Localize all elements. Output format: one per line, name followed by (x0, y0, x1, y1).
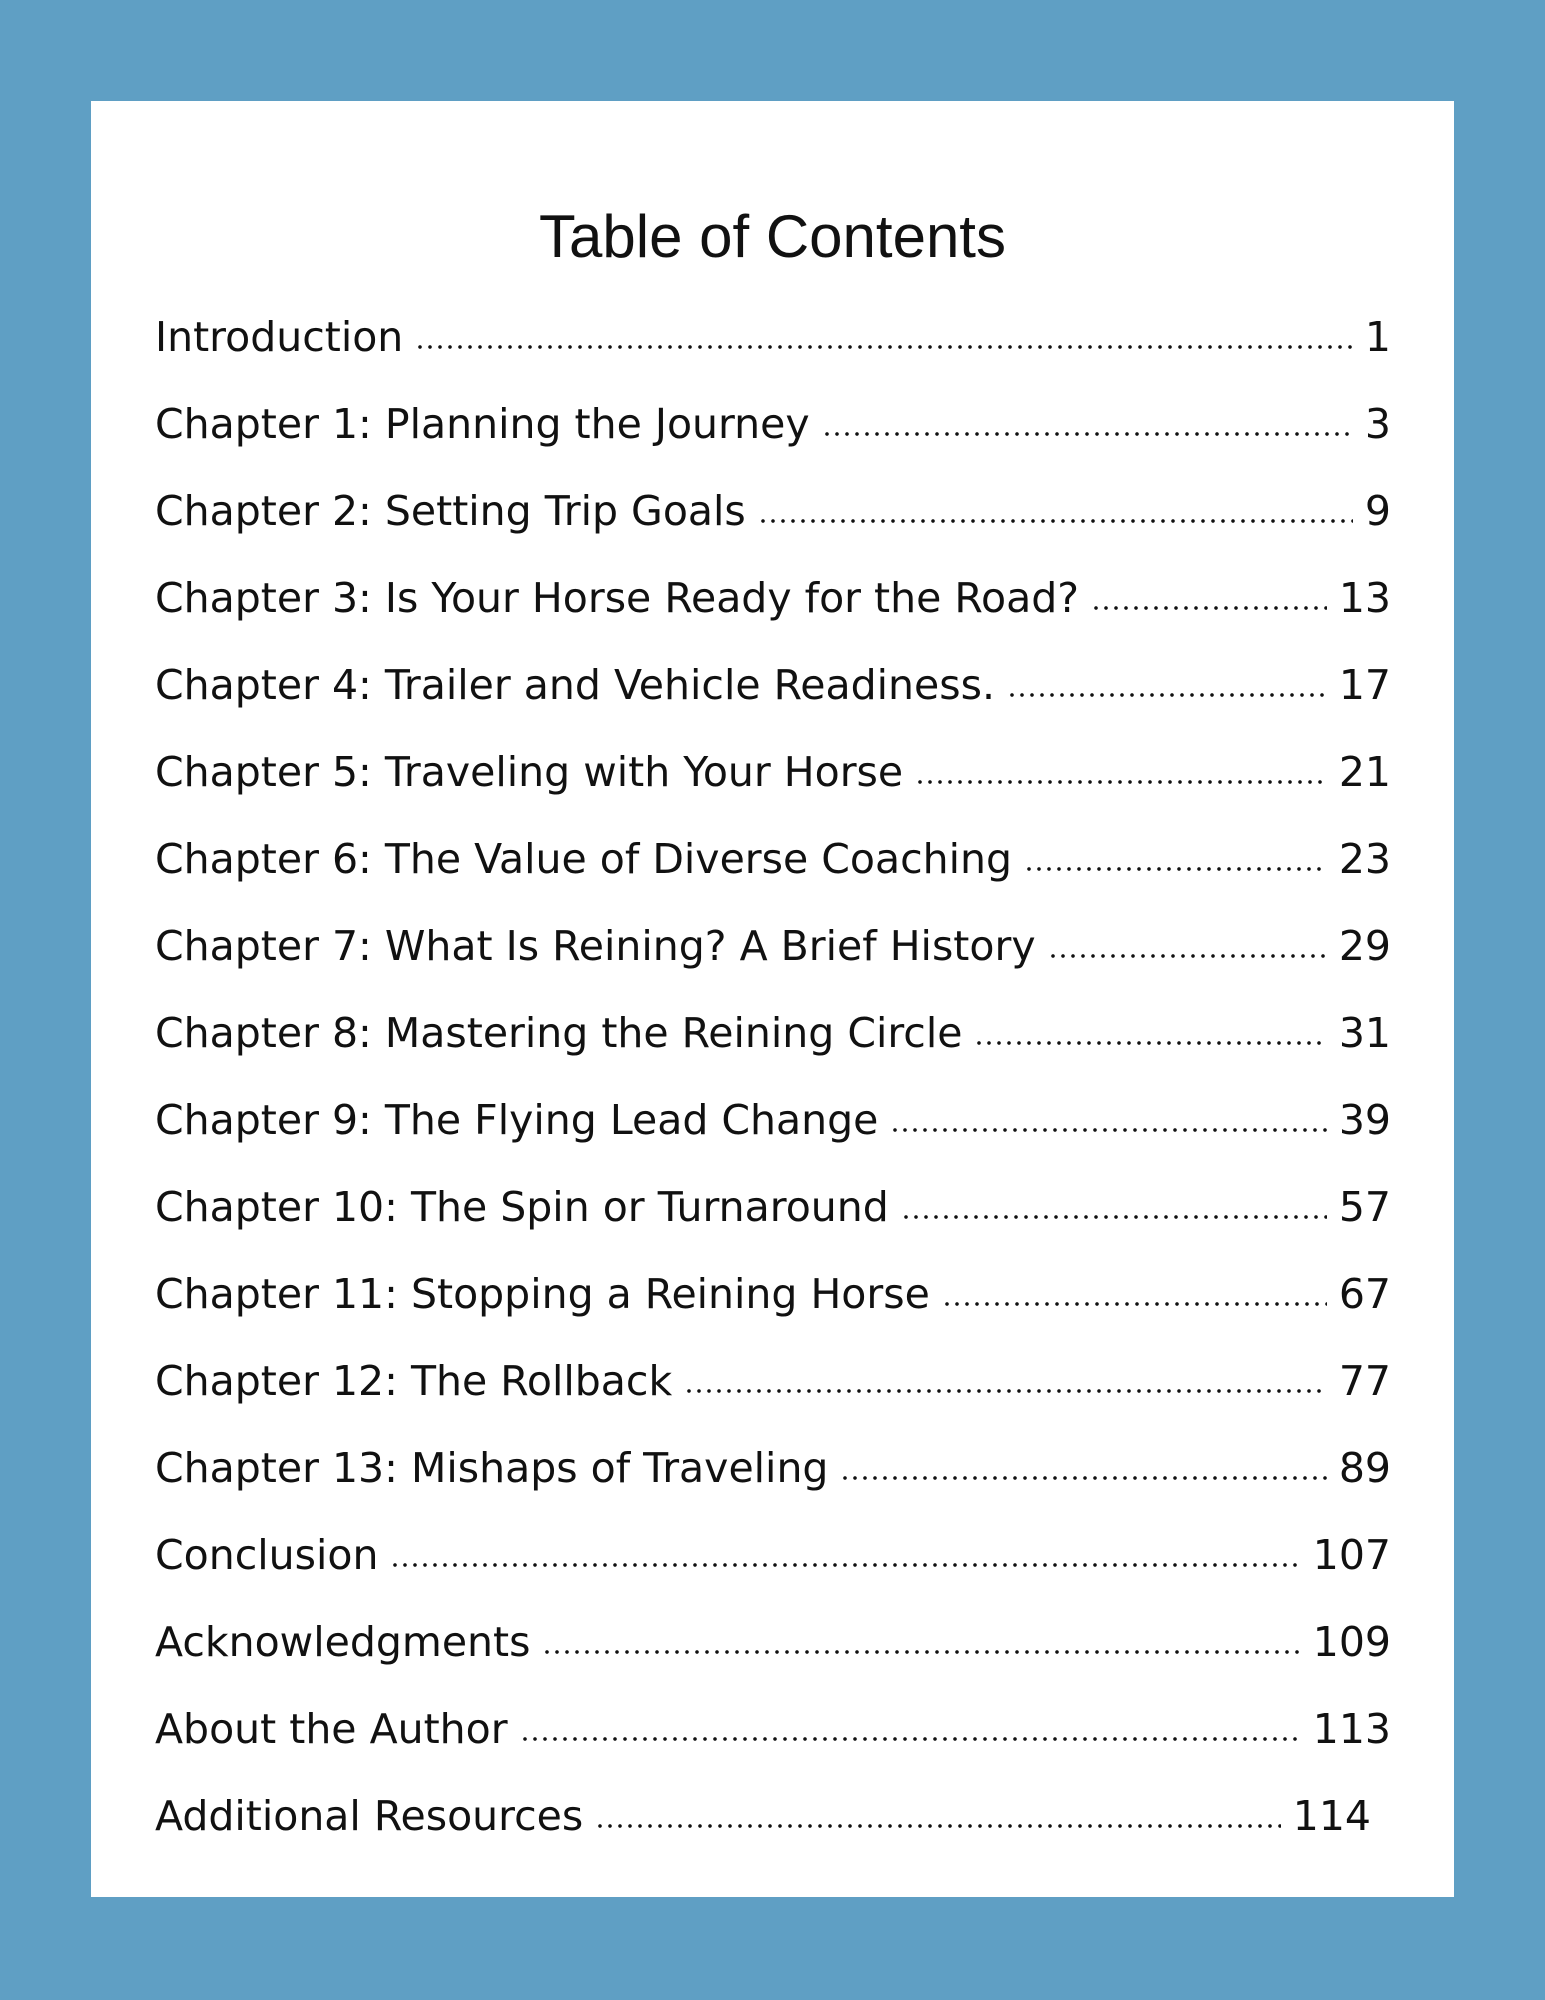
toc-entry-page-number: 3 (1364, 400, 1391, 448)
toc-entry (155, 400, 1391, 487)
dot-leader (1007, 693, 1327, 697)
toc-entry-label: Chapter 6: The Value of Diverse Coaching (155, 835, 1013, 883)
toc-entry-label: Chapter 13: Mishaps of Traveling (155, 1444, 829, 1492)
toc-entry (155, 1792, 1371, 1879)
dot-leader (684, 1389, 1327, 1393)
toc-entry-page-number: 57 (1338, 1183, 1391, 1231)
toc-entry-label: Chapter 11: Stopping a Reining Horse (155, 1270, 930, 1318)
toc-entry (155, 1183, 1391, 1270)
toc-entry-page-number: 29 (1338, 922, 1391, 970)
toc-entry-page-number: 107 (1312, 1531, 1391, 1579)
toc-entry-label: Chapter 9: The Flying Lead Change (155, 1096, 879, 1144)
dot-leader (942, 1302, 1327, 1306)
dot-leader (915, 780, 1327, 784)
toc-entry-label: Chapter 8: Mastering the Reining Circle (155, 1009, 963, 1057)
toc-entry (155, 661, 1391, 748)
toc-entry (155, 1618, 1391, 1705)
dot-leader (758, 519, 1353, 523)
dot-leader (595, 1824, 1280, 1828)
toc-entry-label: Chapter 2: Setting Trip Goals (155, 487, 746, 535)
toc-entry-label: Chapter 1: Planning the Journey (155, 400, 810, 448)
dot-leader (974, 1041, 1326, 1045)
toc-entry-page-number: 9 (1364, 487, 1391, 535)
dot-leader (1048, 954, 1327, 958)
toc-entry (155, 835, 1391, 922)
toc-entry-page-number: 31 (1338, 1009, 1391, 1057)
toc-entry-label: About the Author (155, 1705, 508, 1753)
document-page (91, 101, 1454, 1897)
toc-entry (155, 1357, 1391, 1444)
toc-entry-page-number: 67 (1338, 1270, 1391, 1318)
toc-entry-page-number: 109 (1312, 1618, 1391, 1666)
toc-entry-page-number: 39 (1338, 1096, 1391, 1144)
toc-entry (155, 1009, 1391, 1096)
toc-entry-label: Chapter 3: Is Your Horse Ready for the Road? (155, 574, 1080, 622)
dot-leader (1091, 606, 1327, 610)
toc-entry (155, 1531, 1391, 1618)
toc-entry (155, 574, 1391, 661)
toc-entry-label: Chapter 7: What Is Reining? A Brief History (155, 922, 1036, 970)
toc-entry-label: Chapter 12: The Rollback (155, 1357, 673, 1405)
toc-entry-page-number: 113 (1312, 1705, 1391, 1753)
dot-leader (822, 432, 1353, 436)
toc-entry-page-number: 17 (1338, 661, 1391, 709)
toc-entry (155, 1444, 1391, 1531)
toc-entry-page-number: 89 (1338, 1444, 1391, 1492)
table-of-contents (155, 313, 1391, 1879)
toc-entry-label: Additional Resources (155, 1792, 584, 1840)
toc-entry-page-number: 21 (1338, 748, 1391, 796)
toc-entry-label: Chapter 10: The Spin or Turnaround (155, 1183, 889, 1231)
toc-entry-label: Conclusion (155, 1531, 379, 1579)
toc-entry-page-number: 1 (1364, 313, 1391, 361)
dot-leader (520, 1737, 1301, 1741)
dot-leader (890, 1128, 1326, 1132)
toc-entry-label: Chapter 4: Trailer and Vehicle Readiness. (155, 661, 995, 709)
toc-entry (155, 313, 1391, 400)
page-title: Table of Contents (539, 203, 1006, 270)
toc-entry (155, 1705, 1391, 1792)
toc-entry (155, 1270, 1391, 1357)
toc-entry (155, 748, 1391, 835)
dot-leader (415, 345, 1353, 349)
toc-entry-page-number: 77 (1338, 1357, 1391, 1405)
toc-entry-label: Introduction (155, 313, 404, 361)
dot-leader (840, 1476, 1326, 1480)
toc-entry-page-number: 114 (1292, 1792, 1371, 1840)
toc-entry-label: Acknowledgments (155, 1618, 531, 1666)
toc-entry (155, 922, 1391, 1009)
dot-leader (1024, 867, 1327, 871)
toc-entry-page-number: 23 (1338, 835, 1391, 883)
dot-leader (542, 1650, 1300, 1654)
toc-entry (155, 1096, 1391, 1183)
toc-entry-page-number: 13 (1338, 574, 1391, 622)
toc-entry (155, 487, 1391, 574)
dot-leader (901, 1215, 1327, 1219)
toc-entry-label: Chapter 5: Traveling with Your Horse (155, 748, 904, 796)
dot-leader (390, 1563, 1300, 1567)
